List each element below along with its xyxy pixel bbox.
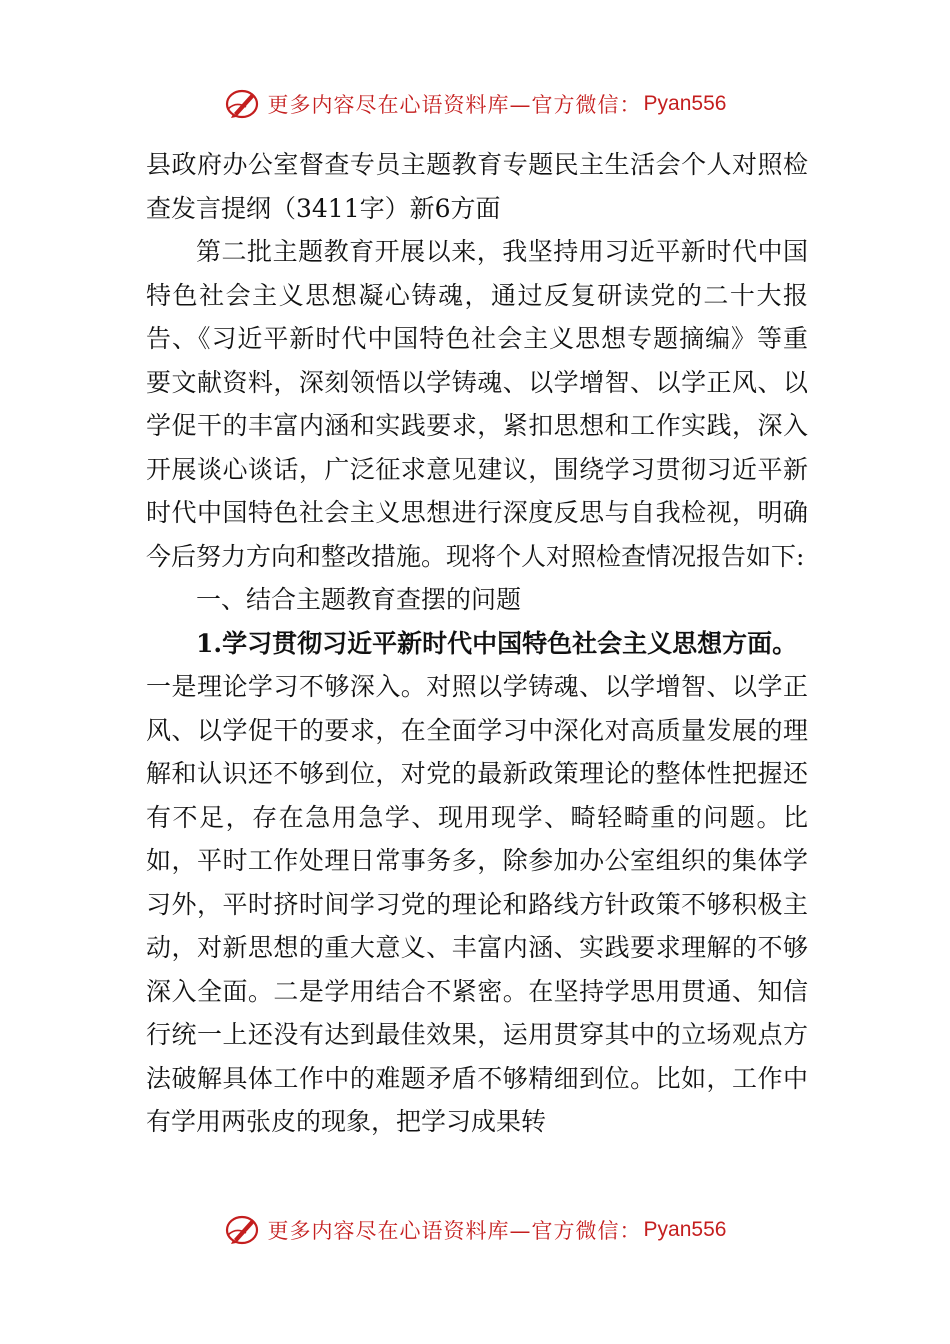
banner-wechat-id: Pyan556	[643, 92, 727, 115]
banner-text: 更多内容尽在心语资料库—官方微信：	[267, 93, 642, 117]
intro-paragraph: 第二批主题教育开展以来，我坚持用习近平新时代中国特色社会主义思想凝心铸魂，通过反复研读党的二十大报告、《习近平新时代中国特色社会主义思想专题摘编》等重要文献资料，深刻领悟以学铸魂、以学增智、以学正风、以学促干的丰富内涵和实践要求，紧扣思想和工作实践，深入开展谈心谈话，广泛征求意见建议，围绕学习贯彻习近平新时代中国特色社会主义思想进行深度反思与自我检视，明确今后努力方向和整改措施。现将个人对照检查情况报告如下:	[146, 237, 808, 571]
pen-logo-icon	[224, 87, 264, 121]
footer-watermark-banner	[0, 1208, 950, 1252]
section-heading: 一、结合主题教育查摆的问题	[196, 585, 522, 614]
document-body	[146, 143, 808, 1144]
pen-logo-icon	[224, 1213, 264, 1247]
subsection-body: 一是理论学习不够深入。对照以学铸魂、以学增智、以学正风、以学促干的要求，在全面学习中深化对高质量发展的理解和认识还不够到位，对党的最新政策理论的整体性把握还有不足，存在急用急学、现用现学、畸轻畸重的问题。比如，平时工作处理日常事务多，除参加办公室组织的集体学习外，平时挤时间学习党的理论和路线方针政策不够积极主动，对新思想的重大意义、丰富内涵、实践要求理解的不够深入全面。二是学用结合不紧密。在坚持学思用贯通、知信行统一上还没有达到最佳效果，运用贯穿其中的立场观点方法破解具体工作中的难题矛盾不够精细到位。比如，工作中有学用两张皮的现象，把学习成果转	[146, 672, 808, 1136]
banner-wechat-id: Pyan556	[643, 1218, 727, 1241]
banner-text: 更多内容尽在心语资料库—官方微信：	[267, 1219, 642, 1243]
header-watermark-banner	[0, 82, 950, 126]
document-title: 县政府办公室督查专员主题教育专题民主生活会个人对照检查发言提纲（3411字）新6方面	[146, 150, 808, 223]
subsection-heading: 1.学习贯彻习近平新时代中国特色社会主义思想方面。	[196, 628, 798, 658]
